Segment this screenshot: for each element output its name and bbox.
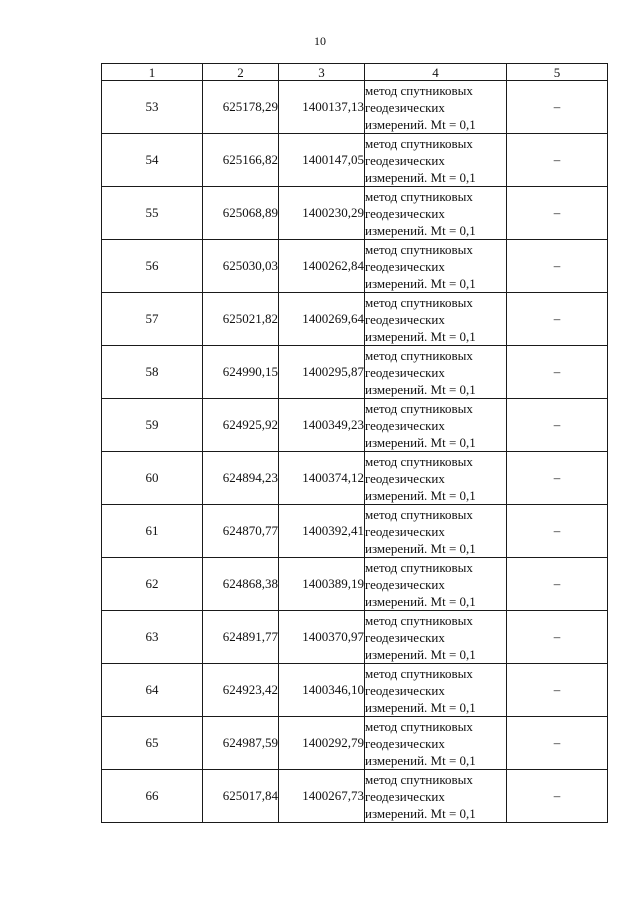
y-coordinate-cell: 1400389,19: [279, 558, 365, 611]
table-row: [102, 187, 608, 240]
y-coordinate-cell: 1400137,13: [279, 81, 365, 134]
note-cell: –: [507, 611, 608, 664]
method-line: геодезических: [365, 152, 445, 168]
column-header: 4: [365, 64, 507, 81]
method-cell: [365, 717, 507, 770]
y-coordinate-cell: 1400374,12: [279, 452, 365, 505]
method-line: геодезических: [365, 417, 445, 433]
method-line: измерений. Mt = 0,1: [365, 699, 476, 715]
point-number-cell: 55: [102, 187, 203, 240]
method-cell: [365, 81, 507, 134]
x-coordinate-cell: 624868,38: [203, 558, 279, 611]
table-row: [102, 399, 608, 452]
method-cell: [365, 346, 507, 399]
x-coordinate-cell: 624990,15: [203, 346, 279, 399]
point-number-cell: 65: [102, 717, 203, 770]
x-coordinate-cell: 624891,77: [203, 611, 279, 664]
x-coordinate-cell: 624870,77: [203, 505, 279, 558]
method-line: геодезических: [365, 364, 445, 380]
method-cell: [365, 770, 507, 823]
method-cell: [365, 505, 507, 558]
x-coordinate-cell: 624923,42: [203, 664, 279, 717]
method-cell: [365, 134, 507, 187]
method-cell: [365, 399, 507, 452]
method-line: метод спутниковых: [365, 82, 473, 98]
method-line: измерений. Mt = 0,1: [365, 752, 476, 768]
x-coordinate-cell: 625068,89: [203, 187, 279, 240]
table-header-row: [102, 64, 608, 81]
point-number-cell: 64: [102, 664, 203, 717]
column-header: 3: [279, 64, 365, 81]
column-header: 2: [203, 64, 279, 81]
method-line: геодезических: [365, 523, 445, 539]
method-line: геодезических: [365, 629, 445, 645]
note-cell: –: [507, 81, 608, 134]
method-line: измерений. Mt = 0,1: [365, 805, 476, 821]
method-line: измерений. Mt = 0,1: [365, 593, 476, 609]
method-line: измерений. Mt = 0,1: [365, 487, 476, 503]
column-header: 1: [102, 64, 203, 81]
x-coordinate-cell: 624987,59: [203, 717, 279, 770]
y-coordinate-cell: 1400269,64: [279, 293, 365, 346]
point-number-cell: 53: [102, 81, 203, 134]
method-line: измерений. Mt = 0,1: [365, 222, 476, 238]
point-number-cell: 63: [102, 611, 203, 664]
method-line: метод спутниковых: [365, 453, 473, 469]
table-body: [102, 81, 608, 823]
table-row: [102, 134, 608, 187]
point-number-cell: 61: [102, 505, 203, 558]
method-line: метод спутниковых: [365, 347, 473, 363]
x-coordinate-cell: 625021,82: [203, 293, 279, 346]
note-cell: –: [507, 505, 608, 558]
point-number-cell: 59: [102, 399, 203, 452]
method-line: метод спутниковых: [365, 188, 473, 204]
method-line: метод спутниковых: [365, 294, 473, 310]
method-line: метод спутниковых: [365, 718, 473, 734]
table-row: [102, 293, 608, 346]
method-cell: [365, 293, 507, 346]
method-line: метод спутниковых: [365, 241, 473, 257]
note-cell: –: [507, 399, 608, 452]
method-line: геодезических: [365, 205, 445, 221]
method-cell: [365, 611, 507, 664]
method-line: геодезических: [365, 576, 445, 592]
table-row: [102, 240, 608, 293]
point-number-cell: 58: [102, 346, 203, 399]
method-line: геодезических: [365, 470, 445, 486]
y-coordinate-cell: 1400292,79: [279, 717, 365, 770]
y-coordinate-cell: 1400370,97: [279, 611, 365, 664]
note-cell: –: [507, 558, 608, 611]
method-cell: [365, 452, 507, 505]
point-number-cell: 54: [102, 134, 203, 187]
method-line: измерений. Mt = 0,1: [365, 540, 476, 556]
method-line: метод спутниковых: [365, 612, 473, 628]
point-number-cell: 60: [102, 452, 203, 505]
method-line: измерений. Mt = 0,1: [365, 646, 476, 662]
point-number-cell: 57: [102, 293, 203, 346]
note-cell: –: [507, 134, 608, 187]
method-cell: [365, 558, 507, 611]
point-number-cell: 66: [102, 770, 203, 823]
method-line: геодезических: [365, 735, 445, 751]
method-line: геодезических: [365, 99, 445, 115]
x-coordinate-cell: 624925,92: [203, 399, 279, 452]
y-coordinate-cell: 1400230,29: [279, 187, 365, 240]
note-cell: –: [507, 452, 608, 505]
note-cell: –: [507, 346, 608, 399]
method-line: геодезических: [365, 682, 445, 698]
y-coordinate-cell: 1400267,73: [279, 770, 365, 823]
method-line: геодезических: [365, 311, 445, 327]
table-row: [102, 611, 608, 664]
method-line: метод спутниковых: [365, 506, 473, 522]
table-row: [102, 346, 608, 399]
y-coordinate-cell: 1400349,23: [279, 399, 365, 452]
table-row: [102, 558, 608, 611]
note-cell: –: [507, 293, 608, 346]
note-cell: –: [507, 664, 608, 717]
method-line: метод спутниковых: [365, 665, 473, 681]
table-row: [102, 505, 608, 558]
method-line: измерений. Mt = 0,1: [365, 169, 476, 185]
table-row: [102, 664, 608, 717]
note-cell: –: [507, 187, 608, 240]
table-row: [102, 452, 608, 505]
y-coordinate-cell: 1400392,41: [279, 505, 365, 558]
method-line: измерений. Mt = 0,1: [365, 381, 476, 397]
note-cell: –: [507, 770, 608, 823]
method-cell: [365, 240, 507, 293]
x-coordinate-cell: 625030,03: [203, 240, 279, 293]
method-line: метод спутниковых: [365, 135, 473, 151]
column-header: 5: [507, 64, 608, 81]
method-line: метод спутниковых: [365, 559, 473, 575]
x-coordinate-cell: 625178,29: [203, 81, 279, 134]
point-number-cell: 62: [102, 558, 203, 611]
note-cell: –: [507, 240, 608, 293]
x-coordinate-cell: 625166,82: [203, 134, 279, 187]
y-coordinate-cell: 1400295,87: [279, 346, 365, 399]
method-line: измерений. Mt = 0,1: [365, 275, 476, 291]
coordinates-table: [101, 63, 608, 823]
table-row: [102, 717, 608, 770]
y-coordinate-cell: 1400147,05: [279, 134, 365, 187]
x-coordinate-cell: 625017,84: [203, 770, 279, 823]
method-line: геодезических: [365, 788, 445, 804]
y-coordinate-cell: 1400346,10: [279, 664, 365, 717]
y-coordinate-cell: 1400262,84: [279, 240, 365, 293]
point-number-cell: 56: [102, 240, 203, 293]
x-coordinate-cell: 624894,23: [203, 452, 279, 505]
table-row: [102, 81, 608, 134]
method-cell: [365, 187, 507, 240]
method-line: измерений. Mt = 0,1: [365, 434, 476, 450]
page-number: 10: [314, 34, 326, 48]
table-row: [102, 770, 608, 823]
method-line: метод спутниковых: [365, 400, 473, 416]
method-line: измерений. Mt = 0,1: [365, 116, 476, 132]
method-cell: [365, 664, 507, 717]
method-line: измерений. Mt = 0,1: [365, 328, 476, 344]
method-line: геодезических: [365, 258, 445, 274]
note-cell: –: [507, 717, 608, 770]
method-line: метод спутниковых: [365, 771, 473, 787]
